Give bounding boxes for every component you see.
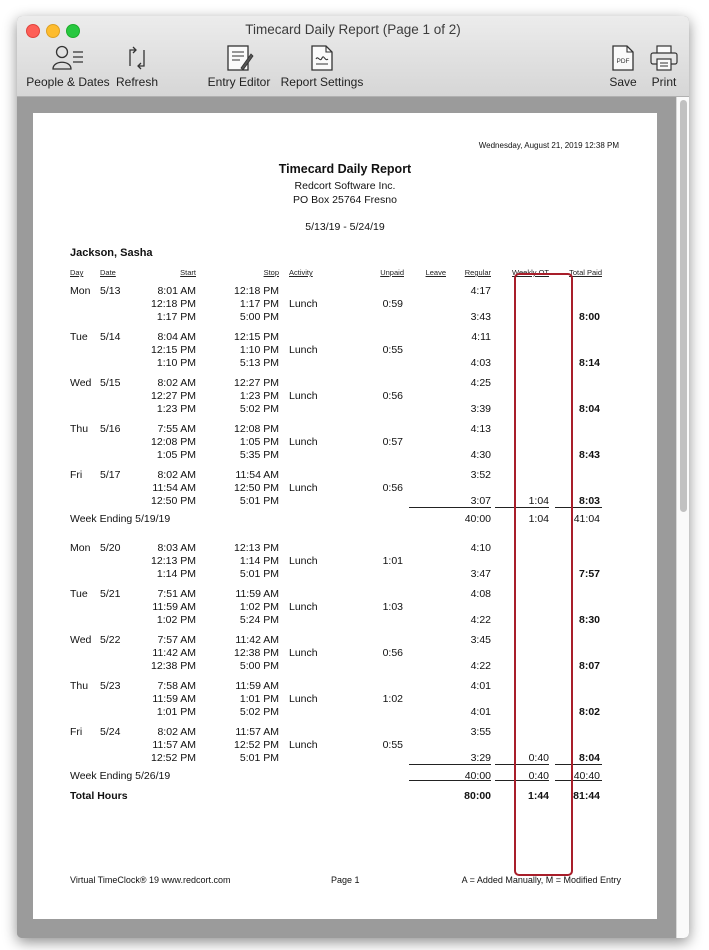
stop-time: 11:59 AM [235,588,279,600]
start-time: 8:01 AM [157,285,196,297]
day-total-paid: 8:14 [578,357,600,369]
stop-time: 12:27 PM [234,377,279,389]
stop-time: 1:14 PM [239,555,279,567]
regular-hours: 3:45 [470,634,491,646]
people-dates-label: People & Dates [26,75,110,89]
unpaid-time: 0:57 [382,436,403,448]
report-viewport[interactable] [17,97,689,938]
toolbar [17,16,689,97]
day-total-paid: 8:03 [578,495,600,507]
start-time: 7:57 AM [157,634,196,646]
activity: Lunch [289,601,318,613]
report-title: Timecard Daily Report [278,162,412,176]
start-time: 11:59 AM [152,601,196,613]
day-total-paid: 8:07 [578,660,600,672]
start-time: 1:05 PM [156,449,196,461]
people-dates-button[interactable] [25,44,111,89]
stop-time: 5:35 PM [239,449,279,461]
stop-time: 12:13 PM [234,542,279,554]
start-time: 12:50 PM [151,495,196,507]
start-time: 12:52 PM [151,752,196,764]
activity: Lunch [289,390,318,402]
day-date: 5/23 [100,680,121,692]
day-date: 5/14 [100,331,121,343]
day-name: Fri [70,726,83,738]
footer-legend: A = Added Manually, M = Modified Entry [461,875,621,885]
regular-hours: 4:30 [470,449,491,461]
report-settings-button[interactable] [276,44,368,89]
day-name: Mon [70,542,91,554]
unpaid-time: 0:56 [382,647,403,659]
report-window [17,16,689,938]
column-header-total-paid: Total Paid [569,268,602,277]
stop-time: 5:00 PM [239,311,279,323]
people-dates-icon [51,44,85,72]
start-time: 11:57 AM [152,739,196,751]
unpaid-time: 0:55 [382,739,403,751]
stop-time: 1:02 PM [239,601,279,613]
week-total-paid: 41:04 [573,513,600,525]
day-name: Fri [70,469,83,481]
stop-time: 1:23 PM [239,390,279,402]
regular-hours: 4:25 [470,377,491,389]
footer-product: Virtual TimeClock® 19 www.redcort.com [70,875,231,885]
start-time: 8:02 AM [157,469,196,481]
start-time: 1:14 PM [156,568,196,580]
start-time: 12:27 PM [151,390,196,402]
company-name: Redcort Software Inc. [294,180,396,192]
stop-time: 1:05 PM [239,436,279,448]
column-header-day: Day [70,268,84,277]
printed-datetime: Wednesday, August 21, 2019 12:38 PM [478,141,619,150]
stop-time: 12:38 PM [234,647,279,659]
date-range: 5/13/19 - 5/24/19 [305,221,385,233]
start-time: 7:55 AM [157,423,196,435]
day-date: 5/21 [100,588,121,600]
start-time: 12:13 PM [151,555,196,567]
week-ot-total: 0:40 [528,770,549,782]
day-date: 5/16 [100,423,121,435]
day-total-paid: 7:57 [578,568,600,580]
total-regular-hours: 80:00 [464,790,491,802]
day-total-paid: 8:04 [578,752,600,764]
day-name: Tue [70,331,88,343]
regular-hours: 3:07 [470,495,491,507]
total-hours-label: Total Hours [70,790,128,802]
week-ot-total: 1:04 [528,513,549,525]
activity: Lunch [289,436,318,448]
week-regular-total: 40:00 [464,513,491,525]
regular-hours: 4:11 [471,331,491,343]
start-time: 12:18 PM [151,298,196,310]
start-time: 12:15 PM [151,344,196,356]
unpaid-time: 1:01 [382,555,403,567]
start-time: 8:02 AM [157,726,196,738]
day-total-paid: 8:04 [578,403,600,415]
regular-hours: 4:17 [470,285,491,297]
activity: Lunch [289,298,318,310]
regular-hours: 3:55 [470,726,491,738]
start-time: 1:17 PM [156,311,196,323]
footer-page-number: Page 1 [331,875,360,885]
week-ending-label: Week Ending 5/26/19 [70,770,171,782]
refresh-label: Refresh [115,75,159,89]
day-total-paid: 8:43 [578,449,600,461]
start-time: 1:02 PM [156,614,196,626]
stop-time: 11:42 AM [235,634,279,646]
regular-hours: 3:47 [470,568,491,580]
start-time: 7:51 AM [157,588,196,600]
regular-hours: 4:22 [470,614,491,626]
regular-hours: 3:29 [470,752,491,764]
regular-hours: 3:52 [470,469,491,481]
regular-hours: 3:39 [470,403,491,415]
start-time: 1:23 PM [156,403,196,415]
week-regular-total: 40:00 [464,770,491,782]
stop-time: 5:02 PM [239,403,279,415]
stop-time: 12:18 PM [234,285,279,297]
stop-time: 5:00 PM [239,660,279,672]
day-date: 5/13 [100,285,121,297]
week-total-paid: 40:40 [573,770,600,782]
grand-total-rule-regular [409,780,491,781]
weekly-ot-hours: 1:04 [528,495,549,507]
stop-time: 1:17 PM [239,298,279,310]
refresh-icon [122,44,152,72]
stop-time: 5:01 PM [239,568,279,580]
column-header-activity: Activity [289,268,313,277]
activity: Lunch [289,647,318,659]
total-paid-hours: 81:44 [573,790,600,802]
start-time: 1:10 PM [156,357,196,369]
column-header-leave: Leave [425,268,446,277]
unpaid-time: 0:59 [382,298,403,310]
stop-time: 5:24 PM [239,614,279,626]
column-header-start: Start [180,268,196,277]
stop-time: 12:08 PM [234,423,279,435]
start-time: 11:59 AM [152,693,196,705]
employee-name: Jackson, Sasha [70,247,153,259]
day-total-paid: 8:30 [578,614,600,626]
start-time: 1:01 PM [156,706,196,718]
start-time: 8:03 AM [157,542,196,554]
vertical-scrollbar[interactable] [676,97,689,938]
activity: Lunch [289,555,318,567]
start-time: 7:58 AM [157,680,196,692]
day-name: Wed [70,634,92,646]
week-ending-label: Week Ending 5/19/19 [70,513,171,525]
column-header-unpaid: Unpaid [380,268,404,277]
day-name: Thu [70,680,89,692]
stop-time: 11:59 AM [235,680,279,692]
start-time: 12:08 PM [151,436,196,448]
start-time: 11:42 AM [152,647,196,659]
total-weekly-ot: 1:44 [527,790,549,802]
pdf-icon-text: PDF [616,58,630,65]
regular-hours: 4:01 [470,706,491,718]
start-time: 8:04 AM [157,331,196,343]
regular-hours: 4:13 [470,423,491,435]
stop-time: 12:52 PM [234,739,279,751]
day-date: 5/24 [100,726,121,738]
report-page [33,113,657,919]
regular-hours: 4:22 [470,660,491,672]
day-total-paid: 8:00 [578,311,600,323]
regular-hours: 4:08 [470,588,491,600]
day-date: 5/22 [100,634,121,646]
stop-time: 5:01 PM [239,752,279,764]
stop-time: 11:54 AM [235,469,279,481]
stop-time: 1:10 PM [239,344,279,356]
weekly-ot-highlight-box [514,273,573,876]
stop-time: 1:01 PM [239,693,279,705]
entry-editor-button[interactable] [205,44,273,89]
stop-time: 12:50 PM [234,482,279,494]
day-date: 5/20 [100,542,121,554]
stop-time: 5:13 PM [239,357,279,369]
column-header-stop: Stop [263,268,279,277]
day-name: Thu [70,423,89,435]
report-settings-icon [309,44,335,72]
stop-time: 5:01 PM [239,495,279,507]
activity: Lunch [289,693,318,705]
day-name: Tue [70,588,88,600]
column-header-date: Date [100,268,116,277]
day-name: Mon [70,285,91,297]
entry-editor-label: Entry Editor [207,75,271,89]
unpaid-time: 0:56 [382,482,403,494]
activity: Lunch [289,739,318,751]
column-header-weekly-ot: Weekly OT [512,268,549,277]
start-time: 12:38 PM [151,660,196,672]
week-underline-regular [409,764,491,765]
unpaid-time: 0:56 [382,390,403,402]
save-label: Save [609,75,637,89]
unpaid-time: 1:02 [382,693,403,705]
stop-time: 12:15 PM [234,331,279,343]
refresh-button[interactable] [113,44,161,89]
activity: Lunch [289,482,318,494]
regular-hours: 4:01 [470,680,491,692]
day-date: 5/15 [100,377,121,389]
window-title: Timecard Daily Report (Page 1 of 2) [245,22,461,37]
print-button[interactable] [645,44,683,89]
unpaid-time: 0:55 [382,344,403,356]
printer-icon [649,44,679,72]
regular-hours: 3:43 [470,311,491,323]
activity: Lunch [289,344,318,356]
day-name: Wed [70,377,92,389]
pdf-icon [610,44,636,72]
report-settings-label: Report Settings [280,75,364,89]
print-label: Print [651,75,677,89]
save-button[interactable] [605,44,641,89]
weekly-ot-hours: 0:40 [528,752,549,764]
start-time: 11:54 AM [152,482,196,494]
entry-editor-icon [224,44,254,72]
scrollbar-thumb[interactable] [680,100,687,512]
week-underline-regular [409,507,491,508]
column-header-regular: Regular [464,268,491,277]
stop-time: 11:57 AM [235,726,279,738]
day-date: 5/17 [100,469,121,481]
company-address: PO Box 25764 Fresno [293,194,397,206]
day-total-paid: 8:02 [578,706,600,718]
regular-hours: 4:10 [470,542,491,554]
stop-time: 5:02 PM [239,706,279,718]
unpaid-time: 1:03 [382,601,403,613]
start-time: 8:02 AM [157,377,196,389]
regular-hours: 4:03 [470,357,491,369]
